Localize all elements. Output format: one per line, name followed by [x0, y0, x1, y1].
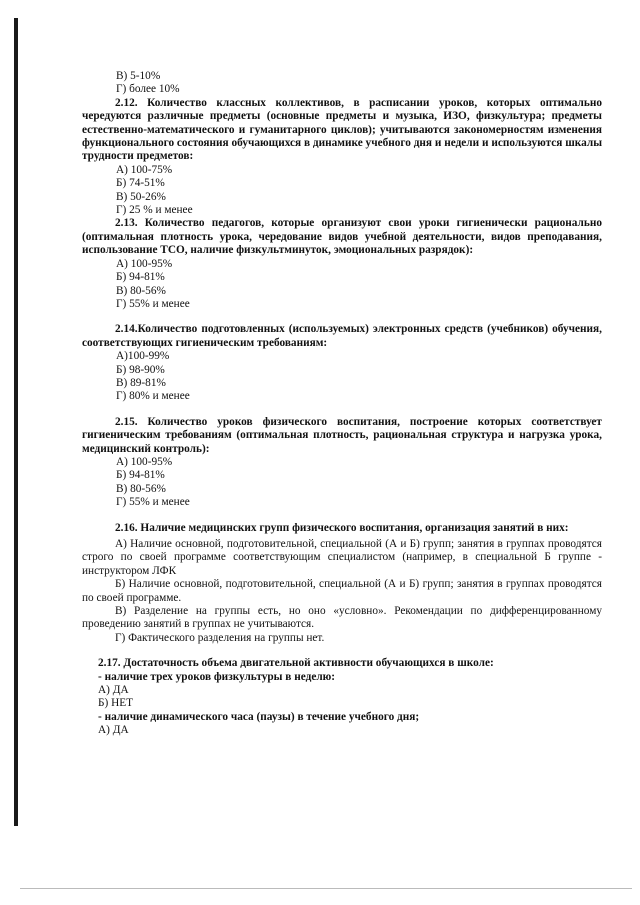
section-2-13-title: 2.13. Количество педагогов, которые организуют свои уроки гигиенически рационально (оптимальная плотность урока, чередование видов учебной деятельности, видов преподавания, использование ТСО, наличие физкультминуток, эмоциональных разрядок):	[82, 217, 602, 257]
option-2-16-v: В) Разделение на группы есть, но оно «условно». Рекомендации по дифференцированному проведению занятий в группах не учитываются.	[82, 605, 602, 631]
option-2-12-g: Г) 25 % и менее	[116, 204, 193, 217]
option-2-11-v: В) 5-10%	[116, 70, 161, 82]
section-2-17-title: 2.17. Достаточность объема двигательной активности обучающихся в школе:	[98, 657, 494, 670]
option-2-12-b: Б) 74-51%	[116, 177, 165, 190]
option-2-12-a: А) 100-75%	[116, 163, 173, 176]
option-2-14-a: А)100-99%	[116, 350, 170, 363]
scan-margin-bar	[14, 18, 18, 826]
section-2-17-question-2: - наличие динамического часа (паузы) в течение учебного дня;	[98, 710, 420, 723]
option-2-17-1-b: Б) НЕТ	[98, 697, 134, 710]
option-2-14-b: Б) 98-90%	[116, 363, 165, 376]
option-2-11-g: Г) более 10%	[116, 83, 180, 96]
page-bottom-rule	[20, 888, 632, 889]
option-2-16-b: Б) Наличие основной, подготовительной, специальной (А и Б) групп; занятия в группах проводятся по своей программе.	[82, 578, 602, 604]
document-page	[82, 70, 602, 738]
section-2-15-title: 2.15. Количество уроков физического воспитания, построение которых соответствует гигиеническим требованиям (оптимальная плотность, рациональная структура и нагрузка урока, медицинский контроль):	[82, 415, 602, 455]
option-2-15-v: В) 80-56%	[116, 482, 166, 495]
option-2-13-b: Б) 94-81%	[116, 271, 165, 284]
option-2-17-1-a: А) ДА	[98, 684, 129, 697]
section-2-17-question-1: - наличие трех уроков физкультуры в неделю:	[98, 670, 336, 683]
option-2-16-g: Г) Фактического разделения на группы нет.	[115, 631, 325, 644]
section-2-16-title: 2.16. Наличие медицинских групп физического воспитания, организация занятий в них:	[115, 521, 569, 534]
option-2-13-v: В) 80-56%	[116, 284, 166, 297]
option-2-15-b: Б) 94-81%	[116, 469, 165, 482]
option-2-15-a: А) 100-95%	[116, 455, 173, 468]
section-2-14-title: 2.14.Количество подготовленных (используемых) электронных средств (учебников) обучения, соответствующих гигиеническим требованиям:	[82, 323, 602, 349]
option-2-12-v: В) 50-26%	[116, 190, 166, 203]
option-2-14-v: В) 89-81%	[116, 376, 166, 389]
option-2-16-a: А) Наличие основной, подготовительной, специальной (А и Б) групп; занятия в группах проводятся строго по своей программе соответствующим специалистом (например, в специальной Б группе - инструктором ЛФК	[82, 538, 602, 577]
section-2-12-title: 2.12. Количество классных коллективов, в расписании уроков, которых оптимально чередуются различные предметы (основные предметы и музыка, ИЗО, физкультура; предметы естественно-математического и гуманитарного циклов); учитываются закономерностям изменения функционального состояния обучающихся в динамике учебного дня и недели и используются шкалы трудности предметов:	[82, 96, 603, 163]
option-2-15-g: Г) 55% и менее	[116, 496, 190, 509]
option-2-17-2-a: А) ДА	[98, 724, 129, 737]
option-2-14-g: Г) 80% и менее	[116, 390, 190, 403]
option-2-13-a: А) 100-95%	[116, 257, 173, 270]
option-2-13-g: Г) 55% и менее	[116, 297, 190, 310]
